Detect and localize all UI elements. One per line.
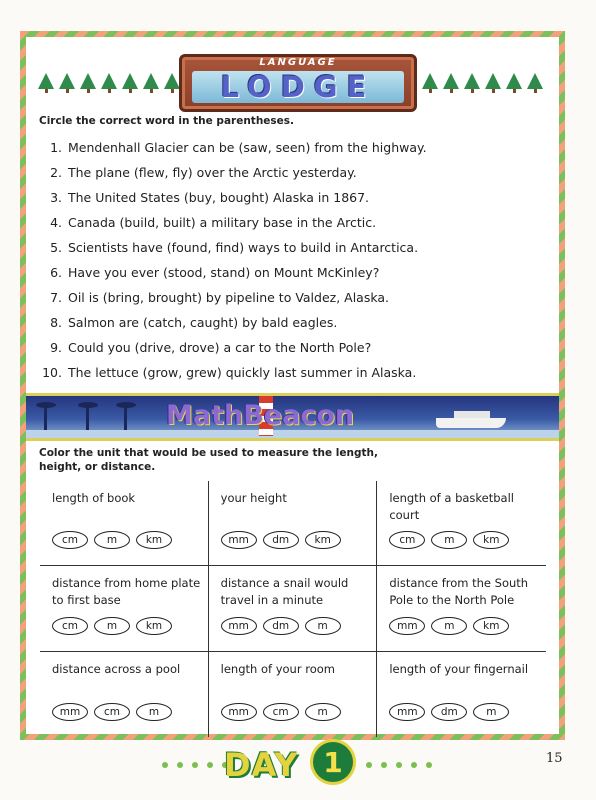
unit-oval-m[interactable]: m <box>136 703 172 721</box>
measurement-cell <box>40 481 209 566</box>
banner-water <box>26 430 559 438</box>
question-number: 2. <box>50 165 62 180</box>
question-text: Could you (drive, drove) a car to the North Pole? <box>68 340 372 355</box>
unit-options <box>389 617 509 635</box>
pine-tree-icon <box>464 73 480 89</box>
question-text: Oil is (bring, brought) by pipeline to Valdez, Alaska. <box>68 290 390 305</box>
question-number: 5. <box>50 240 62 255</box>
pine-tree-icon <box>164 73 180 89</box>
measurement-cell <box>40 652 209 737</box>
unit-oval-mm[interactable]: mm <box>221 703 257 721</box>
question-number: 1. <box>50 140 62 155</box>
pine-tree-icon <box>143 73 159 89</box>
page-number: 15 <box>546 751 563 766</box>
unit-oval-mm[interactable]: mm <box>221 531 257 549</box>
measurement-grid <box>40 481 546 737</box>
unit-oval-m[interactable]: m <box>431 531 467 549</box>
measurement-cell <box>40 566 209 651</box>
math-beacon-banner <box>26 393 559 441</box>
unit-options <box>389 531 509 549</box>
question-text: Mendenhall Glacier can be (saw, seen) from the highway. <box>68 140 427 155</box>
math-instruction-line1: Color the unit that would be used to measure the length, <box>39 447 378 459</box>
ship-icon <box>436 418 506 428</box>
measurement-cell <box>377 652 546 737</box>
language-instruction: Circle the correct word in the parentheses. <box>39 115 295 127</box>
measurement-cell <box>209 566 378 651</box>
day-number-badge: 1 <box>313 742 353 782</box>
question-item <box>40 260 540 285</box>
unit-oval-m[interactable]: m <box>473 703 509 721</box>
question-text: Have you ever (stood, stand) on Mount McKinley? <box>68 265 380 280</box>
palm-tree-icon <box>124 406 127 430</box>
measurement-cell <box>377 481 546 566</box>
unit-oval-m[interactable]: m <box>431 617 467 635</box>
measurement-cell <box>209 652 378 737</box>
measurement-label: distance from the South Pole to the North Pole <box>389 576 529 608</box>
unit-oval-mm[interactable]: mm <box>389 703 425 721</box>
measurement-label: length of a basketball court <box>389 491 514 522</box>
pine-tree-icon <box>506 73 522 89</box>
pine-tree-icon <box>59 73 75 89</box>
question-number: 6. <box>50 265 62 280</box>
unit-oval-km[interactable]: km <box>473 617 509 635</box>
pine-tree-icon <box>38 73 54 89</box>
question-number: 4. <box>50 215 62 230</box>
question-item <box>40 135 540 160</box>
question-item <box>40 335 540 360</box>
question-item <box>40 310 540 335</box>
unit-options <box>52 531 172 549</box>
unit-oval-dm[interactable]: dm <box>263 531 299 549</box>
question-number: 7. <box>50 290 62 305</box>
language-question-list <box>40 135 540 385</box>
unit-oval-km[interactable]: km <box>136 617 172 635</box>
question-item <box>40 210 540 235</box>
unit-options <box>221 531 341 549</box>
question-text: Scientists have (found, find) ways to build in Antarctica. <box>68 240 419 255</box>
unit-oval-km[interactable]: km <box>136 531 172 549</box>
measurement-label: length of your room <box>220 661 335 676</box>
page-frame <box>20 31 565 740</box>
unit-oval-mm[interactable]: mm <box>52 703 88 721</box>
math-beacon-title: MathBeacon <box>166 400 355 431</box>
math-instruction-line2: height, or distance. <box>39 461 156 473</box>
question-text: The United States (buy, bought) Alaska in 1867. <box>68 190 370 205</box>
question-text: Salmon are (catch, caught) by bald eagles. <box>68 315 338 330</box>
measurement-label: distance from home plate to first base <box>52 576 201 608</box>
measurement-label: length of book <box>52 491 136 505</box>
palm-tree-icon <box>86 406 89 430</box>
unit-oval-m[interactable]: m <box>94 617 130 635</box>
day-label: DAY <box>224 746 299 784</box>
footer-dots-left <box>162 762 228 768</box>
unit-oval-km[interactable]: km <box>473 531 509 549</box>
question-item <box>40 235 540 260</box>
unit-options <box>389 703 509 721</box>
pine-tree-icon <box>527 73 543 89</box>
tree-row-right <box>422 73 543 89</box>
unit-oval-m[interactable]: m <box>305 617 341 635</box>
unit-oval-m[interactable]: m <box>305 703 341 721</box>
unit-oval-cm[interactable]: cm <box>52 617 88 635</box>
measurement-cell <box>377 566 546 651</box>
question-text: The plane (flew, fly) over the Arctic yesterday. <box>68 165 357 180</box>
unit-oval-km[interactable]: km <box>305 531 341 549</box>
question-number: 9. <box>50 340 62 355</box>
unit-oval-m[interactable]: m <box>94 531 130 549</box>
footer-dots-right <box>366 762 432 768</box>
unit-oval-cm[interactable]: cm <box>263 703 299 721</box>
question-number: 10. <box>42 365 62 380</box>
measurement-label: your height <box>220 491 287 505</box>
pine-tree-icon <box>443 73 459 89</box>
lodge-sign-top-word: LANGUAGE <box>259 57 337 68</box>
question-item <box>40 160 540 185</box>
pine-tree-icon <box>80 73 96 89</box>
unit-oval-dm[interactable]: dm <box>263 617 299 635</box>
page-footer <box>0 742 596 788</box>
measurement-label: distance across a pool <box>52 661 181 676</box>
measurement-cell <box>209 481 378 566</box>
question-item <box>40 360 540 385</box>
lodge-sign-title: LODGE <box>220 70 376 104</box>
unit-options <box>52 617 172 635</box>
measurement-label: length of your fingernail <box>389 661 529 676</box>
unit-options <box>221 703 341 721</box>
question-number: 8. <box>50 315 62 330</box>
palm-tree-icon <box>44 406 47 430</box>
unit-options <box>221 617 341 635</box>
question-item <box>40 285 540 310</box>
pine-tree-icon <box>101 73 117 89</box>
lodge-sign <box>179 54 417 112</box>
math-instruction <box>39 446 378 474</box>
measurement-label: distance a snail would travel in a minute <box>220 576 349 608</box>
question-number: 3. <box>50 190 62 205</box>
tree-row-left <box>38 73 180 89</box>
unit-oval-mm[interactable]: mm <box>389 617 425 635</box>
unit-options <box>52 703 172 721</box>
pine-tree-icon <box>422 73 438 89</box>
unit-oval-mm[interactable]: mm <box>221 617 257 635</box>
language-lodge-header <box>26 51 559 117</box>
unit-oval-cm[interactable]: cm <box>389 531 425 549</box>
unit-oval-cm[interactable]: cm <box>52 531 88 549</box>
question-text: The lettuce (grow, grew) quickly last summer in Alaska. <box>68 365 417 380</box>
question-text: Canada (build, built) a military base in the Arctic. <box>68 215 377 230</box>
unit-oval-cm[interactable]: cm <box>94 703 130 721</box>
question-item <box>40 185 540 210</box>
unit-oval-dm[interactable]: dm <box>431 703 467 721</box>
pine-tree-icon <box>485 73 501 89</box>
pine-tree-icon <box>122 73 138 89</box>
